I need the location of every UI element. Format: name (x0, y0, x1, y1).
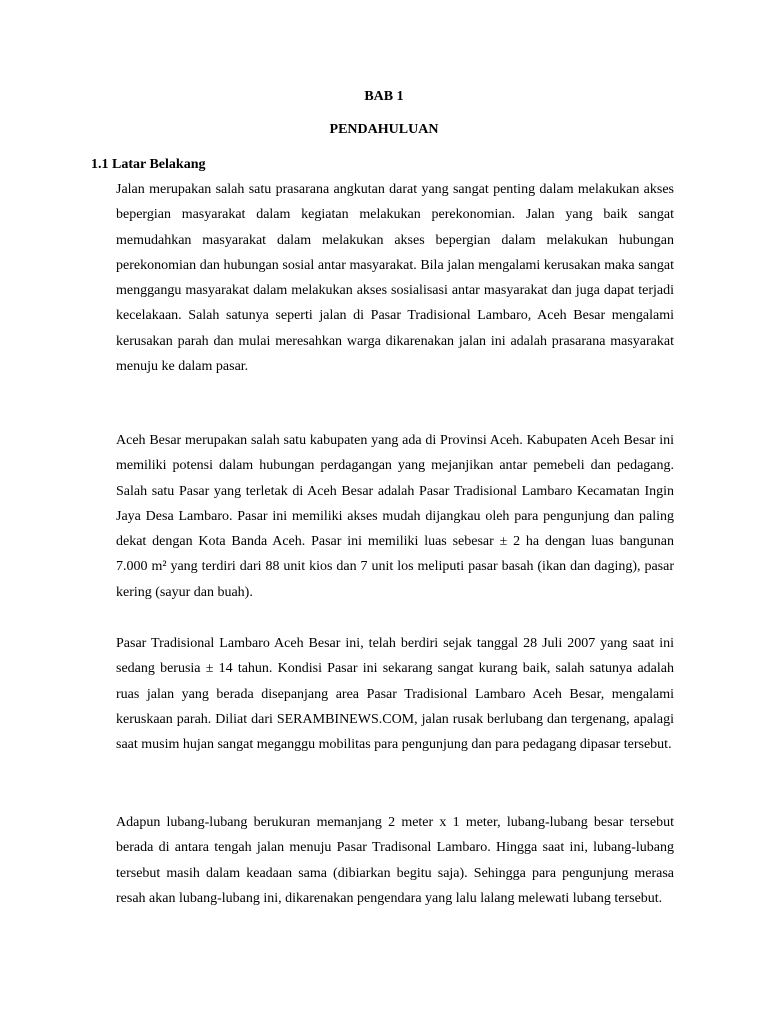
paragraph: Adapun lubang-lubang berukuran memanjang 2 meter x 1 meter, lubang-lubang besar tersebut berada di antara tengah jalan menuju Pasar Tradisonal Lambaro. Hingga saat ini, lubang-lubang tersebut masih dalam keadaan sama (dibiarkan begitu saja). Sehingga para pengunjung merasa resah akan lubang-lubang ini, dikarenakan pengendara yang lalu lalang melewati lubang tersebut. (116, 815, 674, 906)
section-heading: 1.1 Latar Belakang (91, 157, 206, 172)
chapter-number: BAB 1 (364, 89, 404, 104)
paragraph: Jalan merupakan salah satu prasarana angkutan darat yang sangat penting dalam melakukan akses bepergian masyarakat dalam kegiatan melakukan perekonomian. Jalan yang baik sangat memudahkan masyarakat dalam melakukan akses bepergian dalam melakukan hubungan perekonomian dan hubungan sosial antar masyarakat. Bila jalan mengalami kerusakan maka sangat menggangu masyarakat dalam melakukan akses sosialisasi antar masyarakat dan juga dapat terjadi kecelakaan. Salah satunya seperti jalan di Pasar Tradisional Lambaro, Aceh Besar mengalami kerusakan parah dan mulai meresahkan warga dikarenakan jalan ini adalah prasarana masyarakat menuju ke dalam pasar. (116, 182, 674, 375)
paragraph: Pasar Tradisional Lambaro Aceh Besar ini, telah berdiri sejak tanggal 28 Juli 2007 yang saat ini sedang berusia ± 14 tahun. Kondisi Pasar ini sekarang sangat kurang baik, salah satunya adalah ruas jalan yang berada disepanjang area Pasar Tradisional Lambaro Aceh Besar, mengalami keruskaan parah. Diliat dari SERAMBINEWS.COM, jalan rusak berlubang dan tergenang, apalagi saat musim hujan sangat meganggu mobilitas para pengunjung dan para pedagang dipasar tersebut. (116, 636, 674, 753)
paragraph: Aceh Besar merupakan salah satu kabupaten yang ada di Provinsi Aceh. Kabupaten Aceh Besar ini memiliki potensi dalam hubungan perdagangan yang mejanjikan antar pemebeli dan pedagang. Salah satu Pasar yang terletak di Aceh Besar adalah Pasar Tradisional Lambaro Kecamatan Ingin Jaya Desa Lambaro. Pasar ini memiliki akses mudah dijangkau oleh para pengunjung dan paling dekat dengan Kota Banda Aceh. Pasar ini memiliki luas sebesar ± 2 ha dengan luas bangunan 7.000 m² yang terdiri dari 88 unit kios dan 7 unit los meliputi pasar basah (ikan dan daging), pasar kering (sayur dan buah). (116, 433, 674, 600)
chapter-title: PENDAHULUAN (329, 122, 439, 137)
